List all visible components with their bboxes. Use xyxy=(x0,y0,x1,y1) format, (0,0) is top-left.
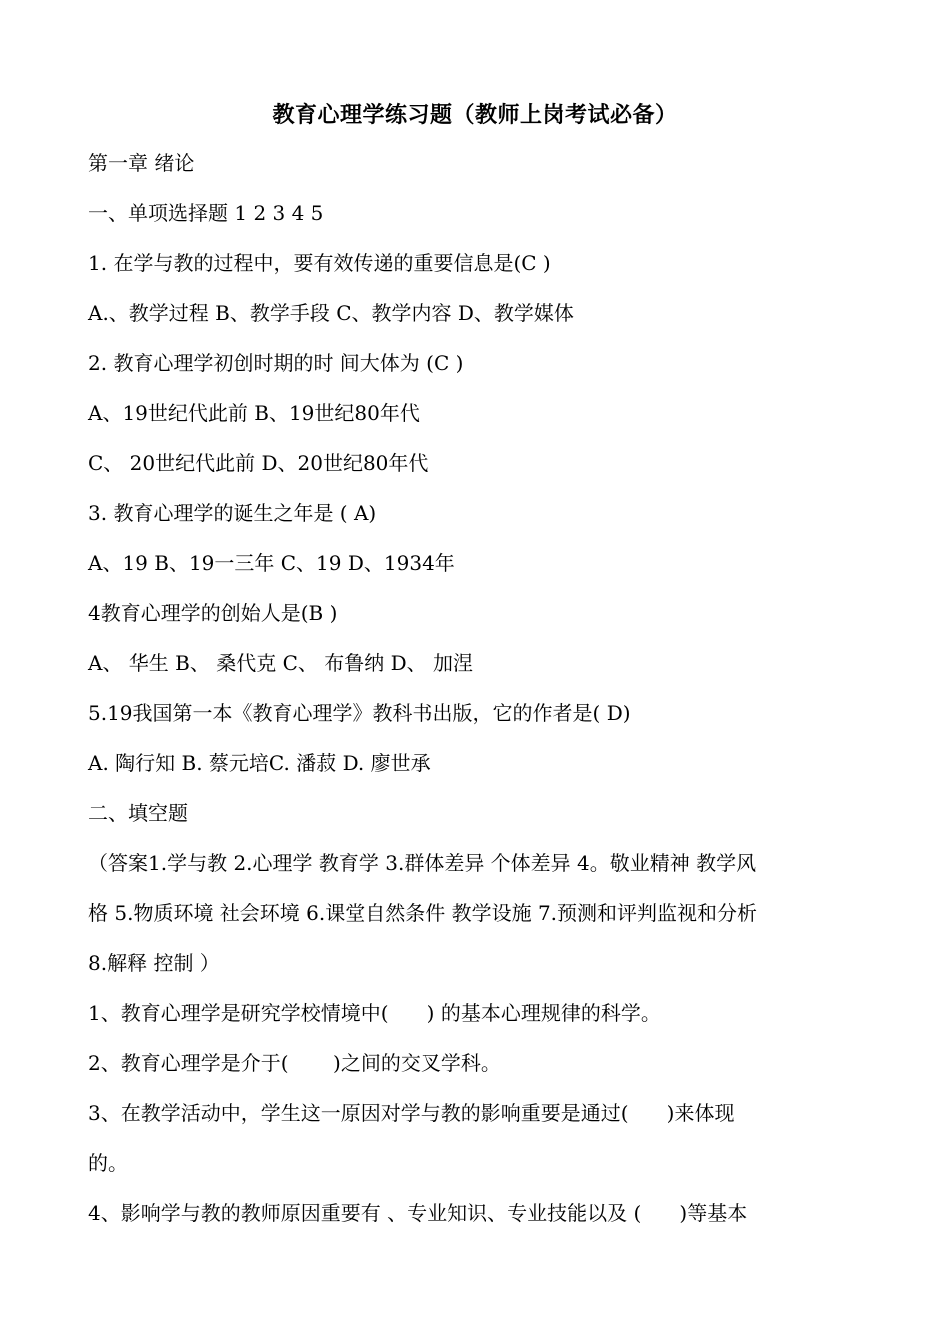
question-3-options: A、19 B、19一三年 C、19 D、1934年 xyxy=(88,551,455,575)
section-heading-choice: 一、单项选择题 1 2 3 4 5 xyxy=(88,201,324,225)
question-1-options: A.、教学过程 B、教学手段 C、教学内容 D、教学媒体 xyxy=(88,301,574,325)
question-2: 2. 教育心理学初创时期的时 间大体为 (C ) xyxy=(88,351,464,375)
fill-question-3: 3、在教学活动中，学生这一原因对学与教的影响重要是通过( )来体现 xyxy=(88,1101,735,1125)
question-2-options-ab: A、19世纪代此前 B、19世纪80年代 xyxy=(88,401,420,425)
document-title: 教育心理学练习题（教师上岗考试必备） xyxy=(272,102,678,128)
answer-key-line-2: 格 5.物质环境 社会环境 6.课堂自然条件 教学设施 7.预测和评判监视和分析 xyxy=(88,901,758,925)
question-4-options: A、 华生 B、 桑代克 C、 布鲁纳 D、 加涅 xyxy=(88,651,473,675)
fill-question-4: 4、影响学与教的教师原因重要有 、专业知识、专业技能以及 ( )等基本 xyxy=(88,1201,748,1225)
section-heading-fill-blank: 二、填空题 xyxy=(88,801,188,825)
answer-key-line-3: 8.解释 控制 ） xyxy=(88,951,220,975)
question-5-options: A. 陶行知 B. 蔡元培C. 潘菽 D. 廖世承 xyxy=(88,751,431,775)
fill-question-2: 2、教育心理学是介于( )之间的交叉学科。 xyxy=(88,1051,501,1075)
question-3: 3. 教育心理学的诞生之年是 ( A) xyxy=(88,501,377,525)
fill-question-3-continued: 的。 xyxy=(88,1151,128,1175)
question-1: 1. 在学与教的过程中，要有效传递的重要信息是(C ) xyxy=(88,251,551,275)
question-2-options-cd: C、 20世纪代此前 D、20世纪80年代 xyxy=(88,451,429,475)
answer-key-line-1: （答案1.学与教 2.心理学 教育学 3.群体差异 个体差异 4。敬业精神 教学风 xyxy=(88,851,757,875)
question-5: 5.19我国第一本《教育心理学》教科书出版，它的作者是( D) xyxy=(88,701,631,725)
chapter-heading: 第一章 绪论 xyxy=(88,151,195,175)
question-4: 4教育心理学的创始人是(B ) xyxy=(88,601,338,625)
fill-question-1: 1、教育心理学是研究学校情境中( ) 的基本心理规律的科学。 xyxy=(88,1001,661,1025)
